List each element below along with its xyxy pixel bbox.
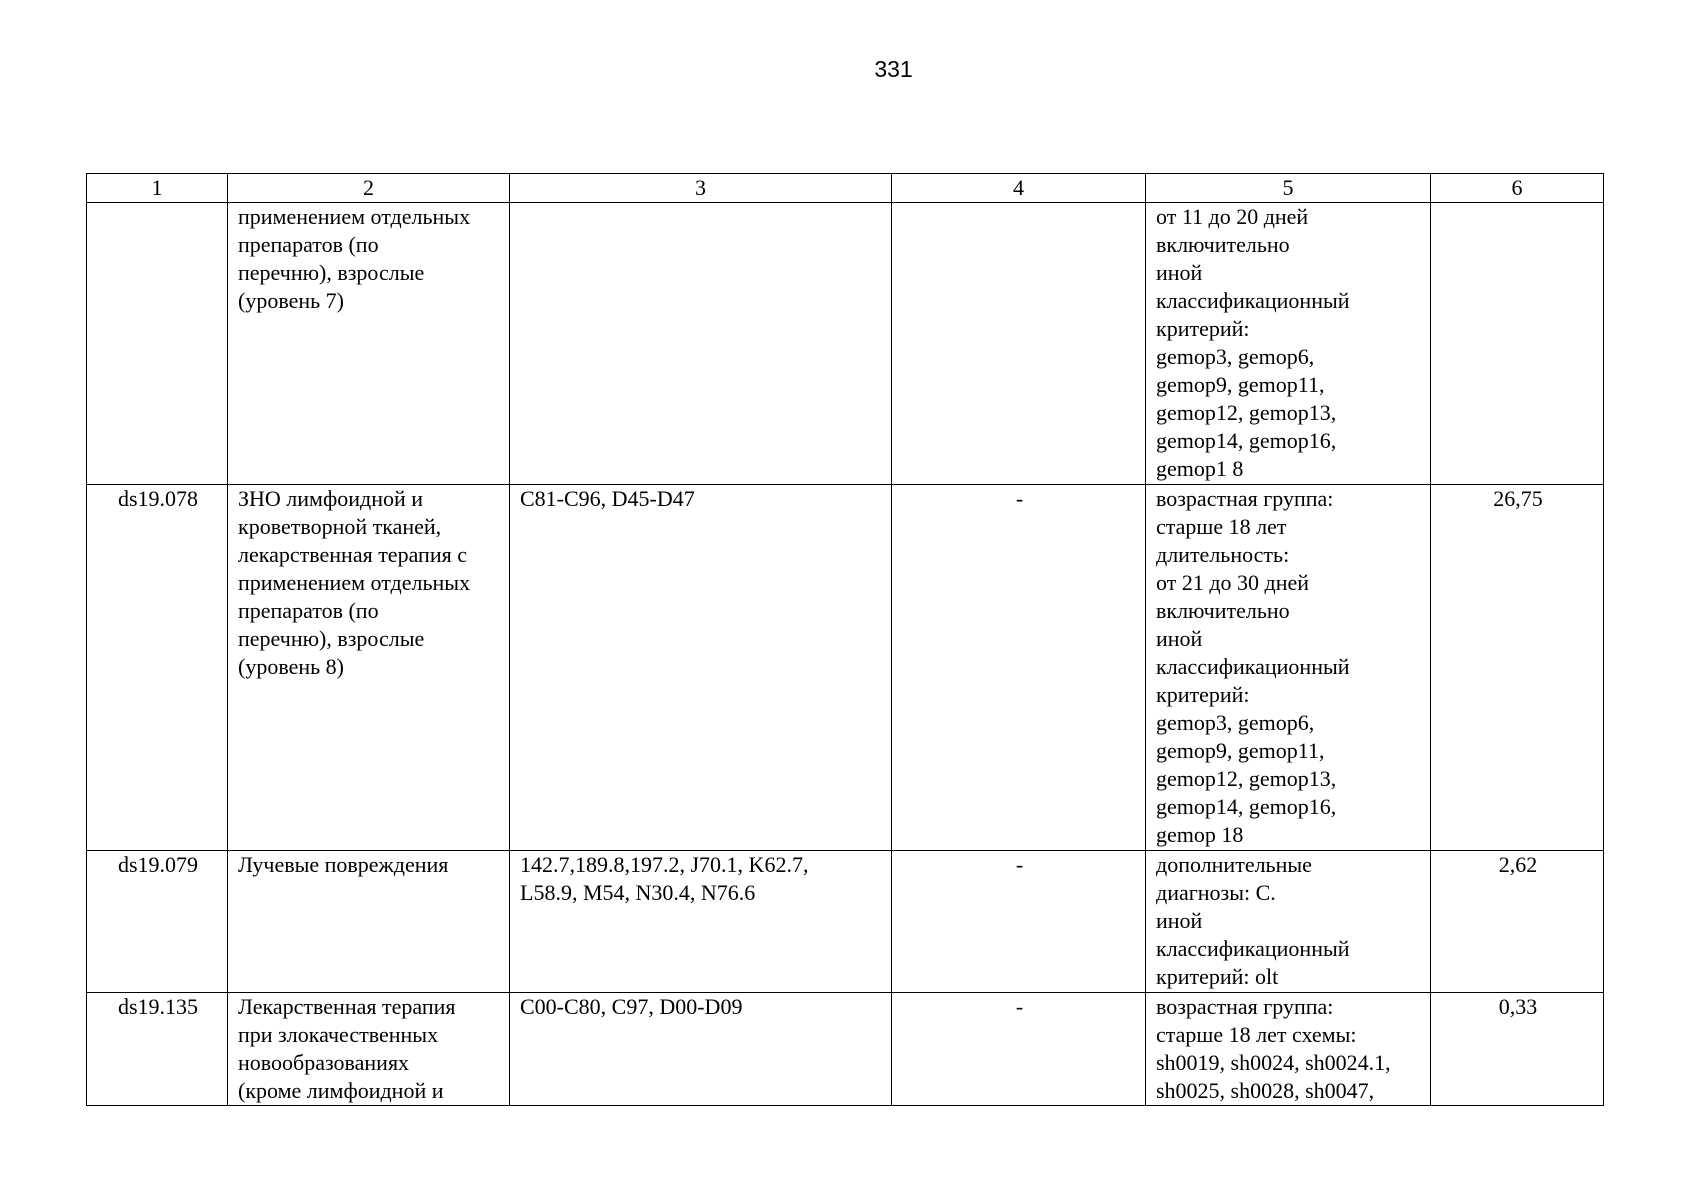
row-name-cell: ЗНО лимфоидной и кроветворной тканей, лекарственная терапия с применением отдельных препаратов (по перечню), взрослые (уровень 8)	[228, 485, 510, 851]
row-coefficient-cell: 2,62	[1431, 851, 1604, 993]
page-number: 331	[874, 56, 913, 82]
row-coefficient-cell	[1431, 203, 1604, 485]
column-header-6: 6	[1431, 174, 1604, 203]
column-header-3: 3	[510, 174, 892, 203]
column-header-5: 5	[1146, 174, 1431, 203]
row-name-cell: Лучевые повреждения	[228, 851, 510, 993]
row-code-cell: ds19.079	[87, 851, 228, 993]
row-code-cell: ds19.078	[87, 485, 228, 851]
row-col4-cell	[892, 203, 1146, 485]
row-diagnoses-cell: 142.7,189.8,197.2, J70.1, K62.7, L58.9, M54, N30.4, N76.6	[510, 851, 892, 993]
row-diagnoses-cell	[510, 203, 892, 485]
column-header-4: 4	[892, 174, 1146, 203]
row-name-cell: применением отдельных препаратов (по перечню), взрослые (уровень 7)	[228, 203, 510, 485]
row-criteria-cell: возрастная группа: старше 18 лет длительность: от 21 до 30 дней включительно иной классификационный критерий: gemop3, gemop6, gemop9, gemop11, gemop12, gemop13, gemop14, gemop16, gemop 18	[1146, 485, 1431, 851]
row-col4-cell: -	[892, 993, 1146, 1106]
row-criteria-cell: от 11 до 20 дней включительно иной классификационный критерий: gemop3, gemop6, gemop9, gemop11, gemop12, gemop13, gemop14, gemop16, gemop1 8	[1146, 203, 1431, 485]
tariff-table	[86, 173, 1604, 1106]
row-coefficient-cell: 26,75	[1431, 485, 1604, 851]
row-col4-cell: -	[892, 851, 1146, 993]
row-diagnoses-cell: C00-C80, C97, D00-D09	[510, 993, 892, 1106]
table-row	[87, 851, 1604, 993]
table-row	[87, 993, 1604, 1106]
row-name-cell: Лекарственная терапия при злокачественных новообразованиях (кроме лимфоидной и	[228, 993, 510, 1106]
row-code-cell: ds19.135	[87, 993, 228, 1106]
row-criteria-cell: дополнительные диагнозы: C. иной классификационный критерий: olt	[1146, 851, 1431, 993]
row-code-cell	[87, 203, 228, 485]
table-row	[87, 485, 1604, 851]
row-criteria-cell: возрастная группа: старше 18 лет схемы: sh0019, sh0024, sh0024.1, sh0025, sh0028, sh0047,	[1146, 993, 1431, 1106]
column-header-1: 1	[87, 174, 228, 203]
table-header-row	[87, 174, 1604, 203]
row-coefficient-cell: 0,33	[1431, 993, 1604, 1106]
row-diagnoses-cell: C81-C96, D45-D47	[510, 485, 892, 851]
row-col4-cell: -	[892, 485, 1146, 851]
table-row	[87, 203, 1604, 485]
column-header-2: 2	[228, 174, 510, 203]
